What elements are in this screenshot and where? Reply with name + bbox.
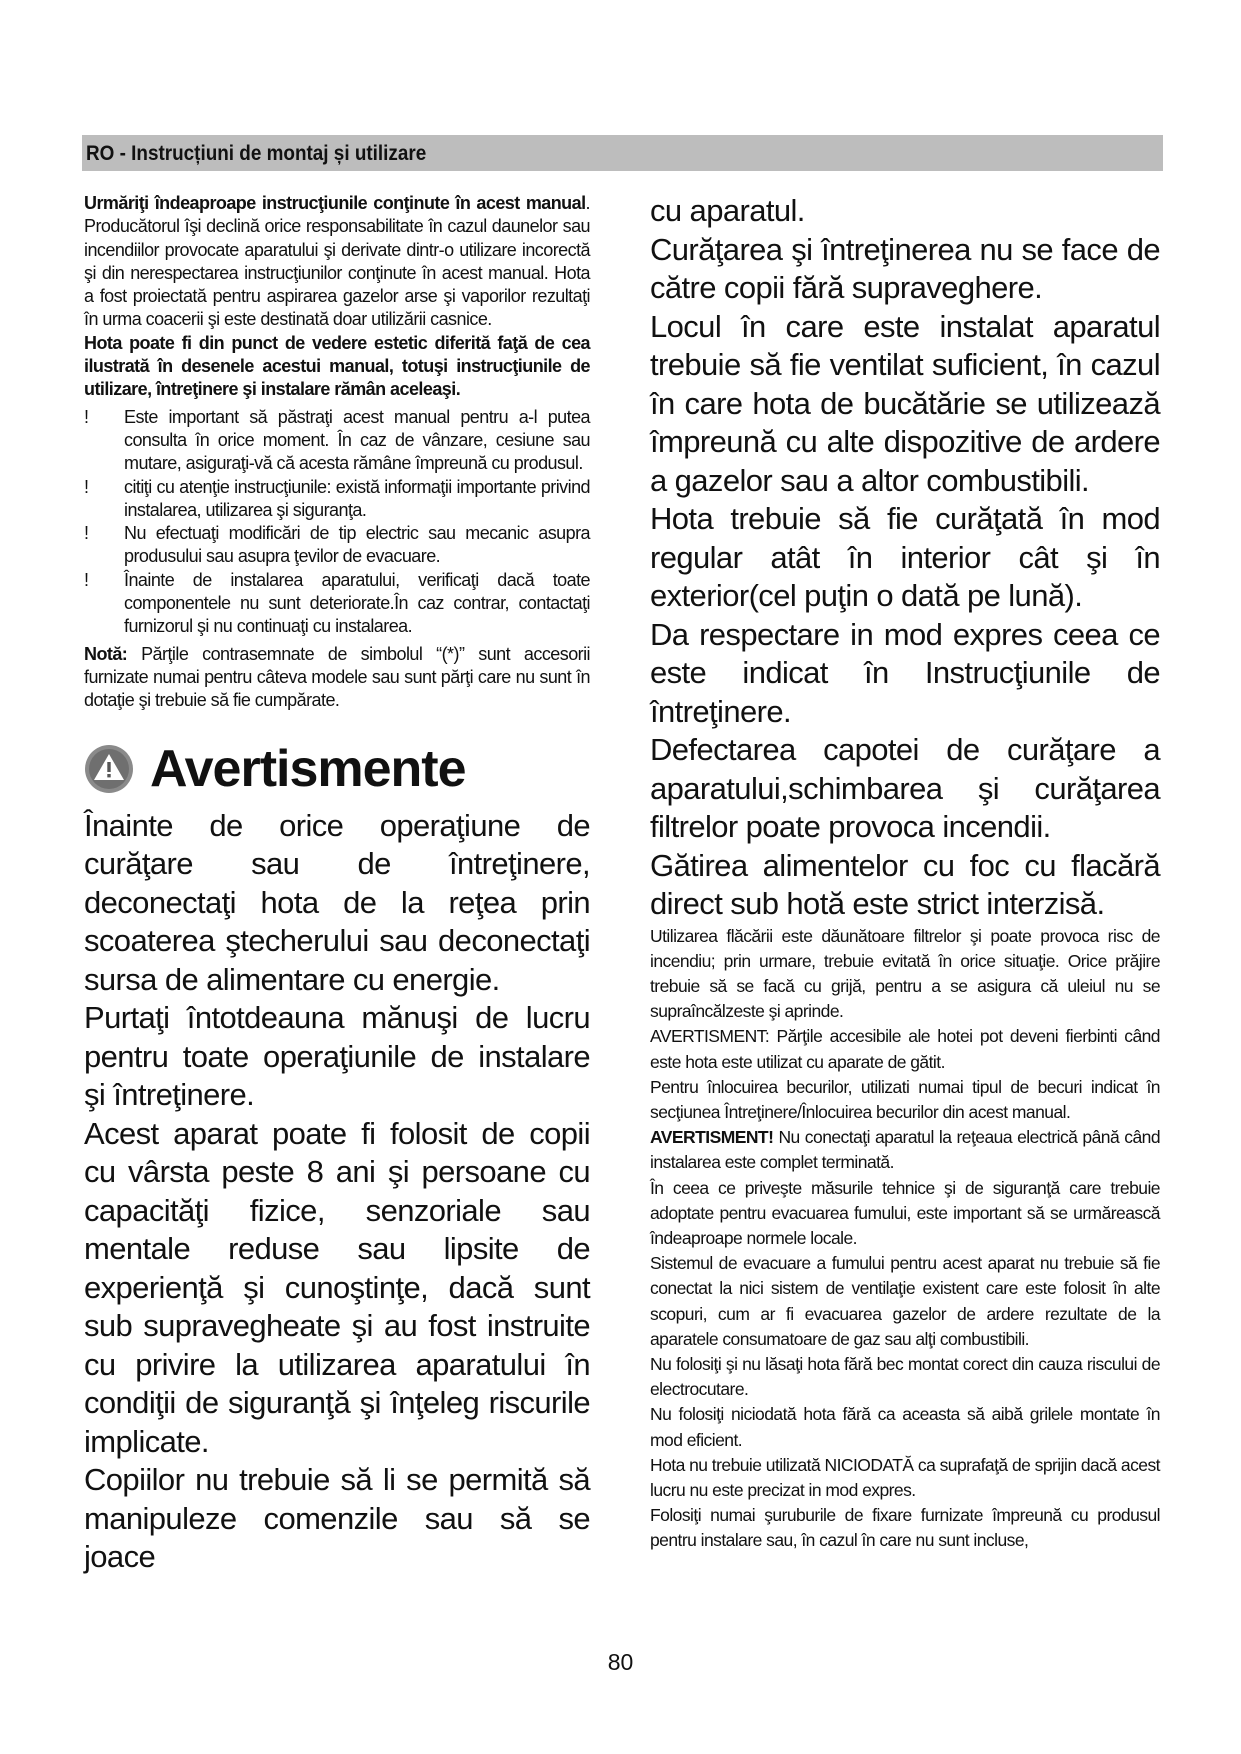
warning-text: Nu conectaţi aparatul la reţeaua electrică până când instalarea este complet terminată.: [650, 1127, 1160, 1173]
section-title: RO - Instrucțiuni de montaj și utilizare: [86, 142, 427, 165]
local-norms-paragraph: În ceea ce priveşte măsurile tehnice şi de siguranţă care trebuie adoptate pentru evacuarea fumului, este important să se urmărească îndeaproape normele locale.: [650, 1177, 1160, 1248]
intro-design-note-text: Hota poate fi din punct de vedere estetic diferită faţă de cea ilustrată în desenele acestui manual, totuşi instrucţiunile de utilizare, întreţinere şi instalare rămân aceleaşi.: [84, 332, 590, 400]
exhaust-system-paragraph: Sistemul de evacuare a fumului pentru acest aparat nu trebuie să fie conectat la nici sistem de ventilaţie existent care este folosit în alte scopuri, cum ar fi evacuarea gazelor de ardere rezultate de la aparatele consumatoare de gaz sau alţi combustibili.: [650, 1253, 1160, 1349]
warning-paragraph: Hota trebuie să fie curăţată în mod regular atât în interior cât şi în exterior(cel puţin o dată pe lună).: [650, 501, 1160, 613]
screws-paragraph: Folosiţi numai şuruburile de fixare furnizate împreună cu produsul pentru instalare sau, în cazul în care nu sunt incluse,: [650, 1505, 1160, 1551]
intro-bold-text: Urmăriţi îndeaproape instrucţiunile conţinute în acest manual: [84, 193, 586, 213]
exclamation-mark: !: [84, 523, 89, 544]
warning-paragraph: Copiilor nu trebuie să li se permită să manipuleze comenzile sau să se joace: [84, 1462, 590, 1575]
warning-paragraph: Acest aparat poate fi folosit de copii cu vârsta peste 8 ani şi persoane cu capacităţi fizice, senzoriale sau mentale reduse sau lipsite de experienţă şi cunoştinţe, dacă sunt sub supravegheate şi au fost instruite cu privire la utilizarea aparatului în condiţii de siguranţă şi înţeleg riscurile implicate.: [84, 1115, 590, 1459]
warning-paragraph: Defectarea capotei de curăţare a aparatului,schimbarea şi curăţarea filtrelor poate provoca incendii.: [650, 732, 1160, 844]
list-item-text: citiţi cu atenţie instrucţiunile: există informaţii importante privind instalarea, utilizarea şi siguranţa.: [124, 476, 590, 520]
intro-design-note: [84, 332, 590, 402]
intro-paragraph: [84, 192, 590, 332]
warning-paragraph: Locul în care este instalat aparatul trebuie să fie ventilat suficient, în cazul în care hota de bucătărie se utilizează împreună cu alte dispozitive de ardere a gazelor sau a altor combustibili.: [650, 308, 1160, 498]
list-item-text: Este important să păstraţi acest manual pentru a-l putea consulta în orice moment. În caz de vânzare, cesiune sau mutare, asiguraţi-vă că acesta rămâne împreună cu produsul.: [124, 406, 590, 474]
exclamation-mark: !: [84, 569, 89, 590]
warning-label: AVERTISMENT!: [650, 1127, 774, 1148]
warning-paragraph: cu aparatul.: [650, 193, 805, 228]
grilles-paragraph: Nu folosiţi niciodată hota fără ca aceasta să aibă grilele montate în mod eficient.: [650, 1404, 1160, 1450]
warning-paragraph: Purtaţi întotdeauna mănuşi de lucru pentru toate operaţiunile de instalare şi întreţinere.: [84, 1000, 590, 1113]
warning-paragraph: Înainte de orice operaţiune de curăţare sau de întreţinere, deconectaţi hota de la reţea prin scoaterea ştecherului sau deconectaţi sursa de alimentare cu energie.: [84, 807, 590, 997]
left-column: [84, 192, 590, 1577]
list-item: [84, 569, 590, 639]
hot-parts-warning-paragraph: AVERTISMENT: Părţile accesibile ale hotei pot deveni fierbinti când este hota este utilizat cu aparate de gătit.: [650, 1026, 1160, 1072]
support-surface-paragraph: Hota nu trebuie utilizată NICIODATĂ ca suprafaţă de sprijin dacă acest lucru nu este precizat in mod expres.: [650, 1454, 1160, 1500]
warnings-heading: Avertismente: [150, 739, 466, 798]
list-item-text: Nu efectuaţi modificări de tip electric sau mecanic asupra produsului sau asupra ţevilor de evacuare.: [124, 523, 590, 567]
page-number: 80: [607, 1649, 634, 1675]
right-column: [650, 192, 1160, 1554]
list-item: [84, 406, 590, 476]
bulb-replacement-paragraph: Pentru înlocuirea becurilor, utilizati numai tipul de becuri indicat în secţiunea Întreţinere/Înlocuirea becurilor din acest manual.: [650, 1076, 1160, 1122]
exclamation-mark: !: [84, 406, 89, 427]
flame-warning-paragraph: Utilizarea flăcării este dăunătoare filtrelor şi poate provoca risc de incendiu; prin urmare, trebuie evitată în orice situaţie. Orice prăjire trebuie să se facă cu grijă, pentru a se asigura că uleiul nu se supraîncălzeste şi aprinde.: [650, 925, 1160, 1022]
note-label: Notă:: [84, 643, 128, 664]
warnings-heading-row: [84, 739, 590, 798]
warning-paragraph: Gătirea alimentelor cu foc cu flacără direct sub hotă este strict interzisă.: [650, 847, 1160, 921]
warning-paragraph: Da respectare in mod expres ceea ce este indicat în Instrucţiunile de întreţinere.: [650, 616, 1160, 729]
list-item: [84, 476, 590, 523]
list-item-text: Înainte de instalarea aparatului, verificaţi dacă toate componentele nu sunt deteriorate.În caz contrar, contactaţi furnizorul şi nu continuaţi cu instalarea.: [124, 569, 590, 637]
note-text: Părţile contrasemnate de simbolul “(*)” sunt accesorii furnizate numai pentru câteva modele sau sunt părţi care nu sunt în dotaţie şi trebuie să fie cumpărate.: [84, 643, 590, 711]
bulb-electrocution-paragraph: Nu folosiţi şi nu lăsaţi hota fără bec montat corect din cauza riscului de electrocutare.: [650, 1353, 1160, 1400]
warning-paragraph: Curăţarea şi întreţinerea nu se face de către copii fără supraveghere.: [650, 231, 1160, 305]
section-header-bar: [82, 135, 1163, 171]
important-bullet-list: [84, 406, 590, 639]
electric-connection-warning: [650, 1125, 1160, 1175]
note-paragraph: [84, 643, 590, 713]
warning-triangle-icon: [84, 744, 134, 794]
list-item: [84, 522, 590, 569]
exclamation-mark: !: [84, 476, 89, 497]
intro-rest-text: . Producătorul îşi declină orice responsabilitate în cazul daunelor sau incendiilor provocate aparatului şi derivate dintr-o utilizare incorectă şi din nerespectarea instrucţiunilor conţinute în acest manual. Hota a fost proiectată pentru aspirarea gazelor arse şi vaporilor rezultaţi în urma coacerii şi este destinată doar utilizării casnice.: [84, 193, 590, 330]
